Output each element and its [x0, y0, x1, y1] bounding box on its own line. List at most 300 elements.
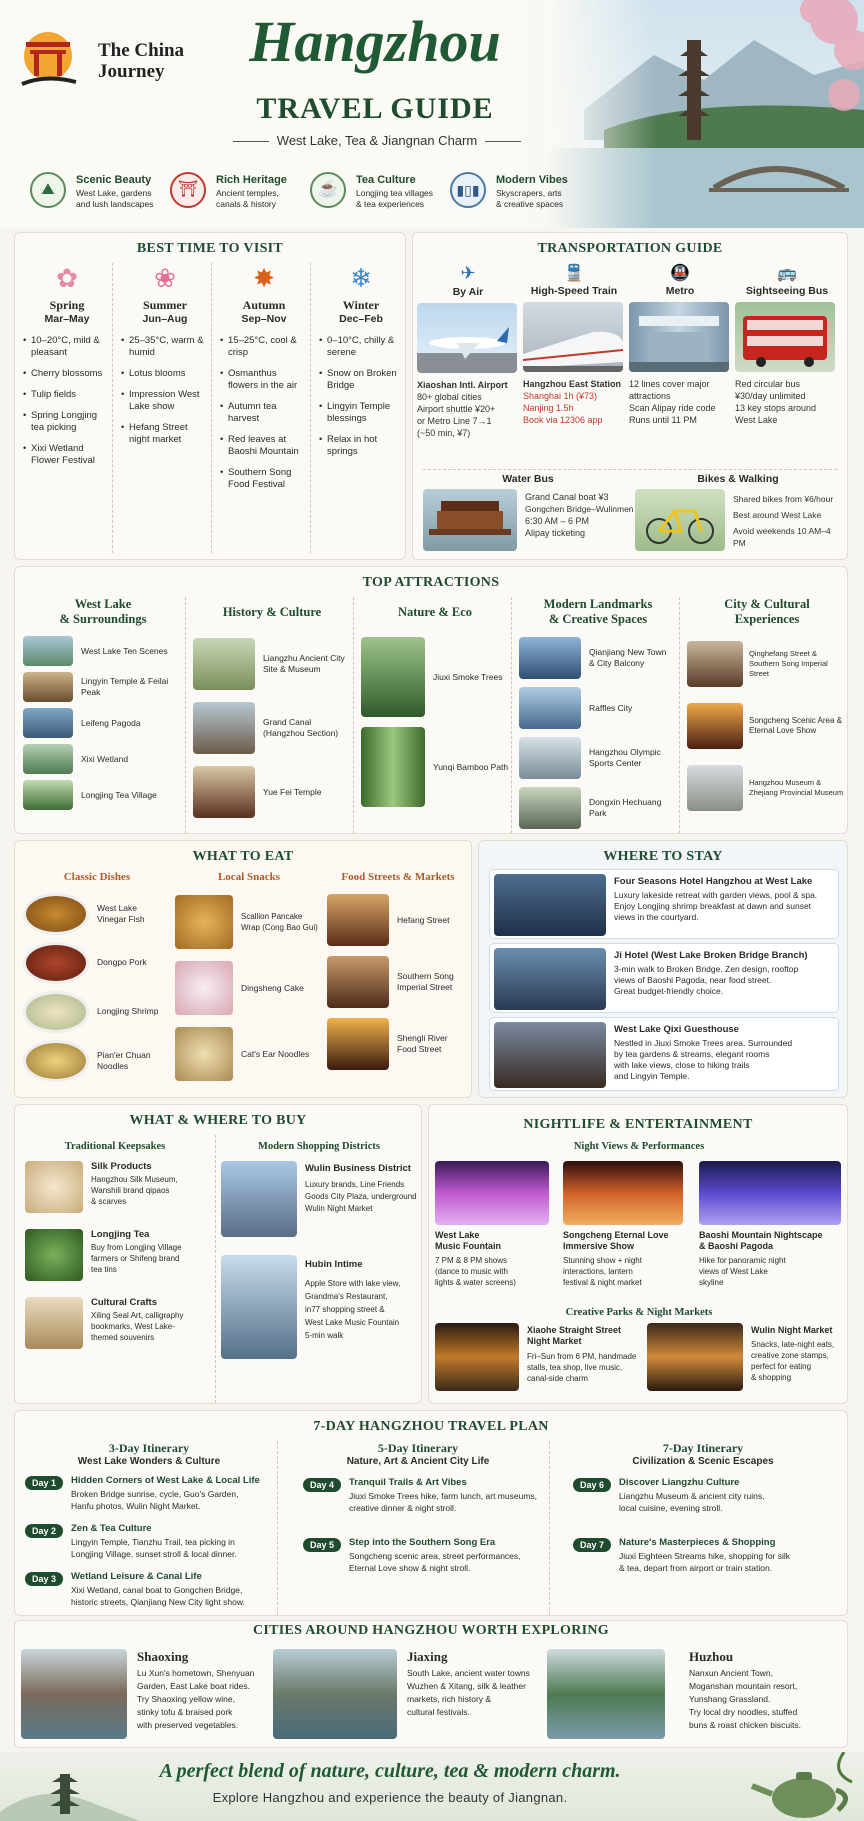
street-name: Southern Song Imperial Street: [397, 971, 454, 992]
city-desc: Try Shaoxing yellow wine,: [137, 1694, 235, 1704]
market-desc: & shopping: [751, 1373, 792, 1382]
metro-icon: 🚇: [670, 265, 690, 282]
shop-item[interactable]: [221, 1255, 417, 1361]
city-desc: Yunshang Grassland.: [689, 1694, 771, 1704]
day-desc: Eternal Love show & night stroll.: [349, 1563, 471, 1573]
season-item: • Cherry blossoms: [23, 368, 111, 380]
season-item: • Autumn tea harvest: [220, 401, 308, 425]
buy-panel: [14, 1104, 422, 1404]
season-item: • Red leaves at Baoshi Mountain: [220, 434, 308, 458]
feature-title: Rich Heritage: [216, 174, 287, 186]
dish-item[interactable]: [23, 889, 171, 938]
city-desc: South Lake, ancient water towns: [407, 1668, 530, 1678]
footer: [0, 1752, 864, 1821]
lotus-icon: ❀: [154, 263, 176, 293]
mode-name: Water Bus: [502, 473, 554, 485]
season-item: • Hefang Street night market: [121, 422, 209, 446]
hotel-desc: with lake views, close to hiking trails: [614, 1060, 750, 1070]
day-title: Hidden Corners of West Lake & Local Life: [71, 1475, 260, 1486]
attraction-item[interactable]: [23, 705, 183, 741]
subsection-title: Creative Parks & Night Markets: [565, 1307, 713, 1318]
show-desc: views of West Lake: [699, 1267, 768, 1276]
city-card[interactable]: [547, 1649, 843, 1743]
eat-col-streets: [327, 871, 469, 1075]
attraction-item[interactable]: [23, 741, 183, 777]
market-desc: stalls, tea shop, live music,: [527, 1363, 623, 1372]
transport-water-bus: [423, 473, 634, 538]
city-desc: buns & roast chicken biscuits.: [689, 1720, 801, 1730]
page-subtitle: TRAVEL GUIDE: [256, 92, 494, 125]
market-item[interactable]: [647, 1323, 845, 1395]
attraction-item[interactable]: [193, 632, 351, 696]
city-desc: cultural festivals.: [407, 1707, 470, 1717]
feature-desc: and lush landscapes: [76, 199, 154, 209]
section-title: TRANSPORTATION GUIDE: [537, 241, 723, 256]
attraction-item[interactable]: [193, 760, 351, 824]
eat-col-snacks: [175, 871, 323, 1087]
season-name: Winter: [342, 298, 380, 312]
attraction-item[interactable]: [361, 632, 509, 722]
market-desc: perfect for eating: [751, 1362, 812, 1371]
column-title: Nature & Eco: [397, 605, 473, 619]
mode-line: ¥30/day unlimited: [735, 391, 806, 401]
attraction-col-westlake: [23, 597, 183, 813]
season-item: • 15–25°C, cool & crisp: [220, 335, 308, 359]
hotel-desc: Nestled in Jiuxi Smoke Trees area. Surrounded: [614, 1038, 793, 1048]
feature-desc: West Lake, gardens: [76, 188, 152, 198]
keepsake-item[interactable]: [25, 1161, 211, 1223]
season-item: • 10–20°C, mild & pleasant: [23, 335, 111, 359]
show-desc: Stunning show + night: [563, 1256, 642, 1265]
day-badge: Day 4: [303, 1478, 341, 1492]
feature-desc: Ancient temples,: [216, 188, 279, 198]
mountain-icon: ⛰: [30, 172, 66, 208]
section-title: 7-DAY HANGZHOU TRAVEL PLAN: [313, 1419, 549, 1434]
mode-line: Shanghai 1h (¥73): [523, 391, 598, 401]
dish-name: Dingsheng Cake: [241, 982, 304, 993]
mode-line: Scan Alipay ride code: [629, 403, 716, 413]
market-desc: creative zone stamps,: [751, 1351, 829, 1360]
season-item: • Lingyin Temple blessings: [319, 401, 403, 425]
keepsake-desc: Hangzhou Silk Museum,: [91, 1175, 178, 1184]
keepsake-desc: themed souvenirs: [91, 1333, 155, 1342]
season-item: • Impression West Lake show: [121, 389, 209, 413]
attraction-item[interactable]: [519, 733, 677, 783]
mode-line: (~50 min, ¥7): [417, 428, 471, 438]
train-photo: [523, 302, 623, 372]
teapot-illustration: [734, 1752, 864, 1821]
dish-item[interactable]: [175, 889, 323, 955]
snowflake-icon: ❄: [350, 263, 372, 293]
day-desc: Xixi Wetland, canal boat to Gongchen Bridge,: [71, 1585, 243, 1595]
cherry-blossom-icon: ✿: [56, 263, 78, 293]
dish-name: Cat's Ear Noodles: [241, 1048, 310, 1059]
city-card[interactable]: [21, 1649, 283, 1743]
shop-desc: West Lake Music Fountain: [305, 1318, 400, 1327]
show-name: Immersive Show: [563, 1241, 635, 1251]
mode-line: 12 lines cover major: [629, 379, 710, 389]
mode-line: Shared bikes from ¥6/hour: [733, 494, 834, 504]
market-desc: Fri–Sun from 6 PM, handmade: [527, 1352, 637, 1361]
day-badge: Day 7: [573, 1538, 611, 1552]
show-desc: lights & water screens): [435, 1278, 516, 1287]
itinerary-title: 3-Day Itinerary: [108, 1441, 190, 1455]
day-title: Zen & Tea Culture: [71, 1523, 152, 1534]
city-desc: markets, rich history &: [407, 1694, 492, 1704]
transport-mode-train: [523, 263, 625, 426]
column-title: History & Culture: [222, 605, 322, 619]
attraction-name: Liangzhu Ancient City Site & Museum: [263, 653, 345, 674]
hotel-desc: views in the courtyard.: [614, 912, 699, 922]
dish-name: Dongpo Pork: [97, 957, 147, 967]
season-item: • Lotus blooms: [121, 368, 209, 380]
section-title: CITIES AROUND HANGZHOU WORTH EXPLORING: [252, 1623, 610, 1638]
nightlife-panel: [428, 1104, 848, 1404]
shop-desc: Grandma's Restaurant,: [305, 1292, 388, 1301]
tea-cup-icon: ☕: [310, 172, 346, 208]
hotel-desc: Great budget-friendly choice.: [614, 986, 724, 996]
dish-item[interactable]: [175, 955, 323, 1021]
season-item: • Spring Longjing tea picking: [23, 410, 111, 434]
eat-col-classic: [23, 871, 171, 1085]
mode-line: Runs until 11 PM: [629, 415, 697, 425]
attraction-col-city: [687, 597, 847, 819]
hotel-card[interactable]: [489, 869, 839, 939]
bike-photo: [635, 489, 725, 551]
airplane-photo: [417, 303, 517, 373]
day-entry: [25, 1571, 273, 1619]
attraction-name: Qianjiang New Town & City Balcony: [589, 647, 667, 668]
attraction-name: Hangzhou Museum & Zhejiang Provincial Museum: [749, 778, 844, 797]
season-item: • Relax in hot springs: [319, 434, 403, 458]
feature-title: Scenic Beauty: [76, 174, 152, 186]
shop-desc: Apple Store with lake view,: [305, 1279, 401, 1288]
feature-title: Tea Culture: [356, 174, 416, 186]
dish-item[interactable]: [327, 889, 469, 951]
bus-photo: [735, 302, 835, 372]
plane-icon: ✈: [460, 263, 476, 283]
mode-line: attractions: [629, 391, 671, 401]
day-title: Wetland Leisure & Canal Life: [71, 1571, 202, 1582]
mode-line: Hangzhou East Station: [523, 379, 622, 389]
eat-panel: [14, 840, 472, 1098]
footer-slogan: A perfect blend of nature, culture, tea & modern charm.: [159, 1760, 621, 1782]
city-name: Jiaxing: [407, 1649, 448, 1664]
mode-name: By Air: [452, 286, 484, 298]
day-entry: [25, 1523, 273, 1571]
shop-desc: Wulin Night Market: [305, 1204, 373, 1213]
column-title: Food Streets & Markets: [341, 871, 455, 883]
mode-line: Airport shuttle ¥20+: [417, 404, 496, 414]
attraction-item[interactable]: [23, 777, 183, 813]
attraction-item[interactable]: [193, 696, 351, 760]
plan-panel: [14, 1410, 848, 1616]
market-name: Wulin Night Market: [751, 1325, 833, 1335]
attraction-name: Songcheng Scenic Area & Eternal Love Show: [749, 716, 842, 735]
dish-item[interactable]: [175, 1021, 323, 1087]
city-desc: Try local dry noodles, stuffed: [689, 1707, 798, 1717]
day-entry: [25, 1475, 273, 1523]
day-desc: Longjing Village, sunset stroll & local dinner.: [71, 1549, 237, 1559]
shop-desc: Goods City Plaza, underground: [305, 1192, 417, 1201]
hotel-desc: and Lingyin Temple.: [614, 1071, 690, 1081]
dish-item[interactable]: [327, 1013, 469, 1075]
city-desc: Nanxun Ancient Town,: [689, 1668, 773, 1678]
dish-item[interactable]: [327, 951, 469, 1013]
shop-name: Wulin Business District: [305, 1163, 411, 1174]
show-desc: skyline: [699, 1278, 724, 1287]
keepsake-item[interactable]: [25, 1297, 211, 1359]
attraction-item[interactable]: [519, 683, 677, 733]
show-desc: interactions, lantern: [563, 1267, 633, 1276]
mode-line: Alipay ticketing: [525, 528, 586, 538]
stay-panel: [478, 840, 848, 1098]
mode-line: Gongchen Bridge–Wulinmen: [525, 504, 634, 514]
show-item[interactable]: [699, 1161, 845, 1288]
season-spring: [23, 263, 111, 476]
show-name: West Lake: [435, 1230, 480, 1240]
city-desc: stinky tofu & braised pork: [137, 1707, 233, 1717]
itinerary-title: 5-Day Itinerary: [377, 1441, 459, 1455]
day-desc: & tea, depart from airport or train station.: [619, 1563, 773, 1573]
section-title: NIGHTLIFE & ENTERTAINMENT: [523, 1117, 753, 1132]
temple-icon: ⛩: [170, 172, 206, 208]
day-desc: local cuisine, evening stroll.: [619, 1503, 723, 1513]
day-entry: [291, 1477, 545, 1537]
feature-title: Modern Vibes: [496, 174, 568, 186]
footer-subline: Explore Hangzhou and experience the beauty of Jiangnan.: [212, 1790, 568, 1805]
train-icon: 🚆: [564, 265, 584, 282]
maple-leaf-icon: ✸: [253, 263, 275, 293]
day-entry: [291, 1537, 545, 1597]
market-name: Xiaohe Straight Street: [527, 1325, 622, 1335]
day-desc: Liangzhu Museum & ancient city ruins,: [619, 1491, 765, 1501]
brand-line-2: Journey: [98, 61, 165, 82]
day-title: Step into the Southern Song Era: [349, 1537, 496, 1548]
keepsake-name: Longjing Tea: [91, 1229, 150, 1240]
show-desc: festival & night market: [563, 1278, 642, 1287]
column-title: Local Snacks: [217, 871, 281, 883]
feature-desc: & tea experiences: [356, 199, 425, 209]
column-title: & Creative Spaces: [548, 612, 648, 626]
keepsake-desc: Wanshili brand qipaos: [91, 1186, 170, 1195]
mode-line: Book via 12306 app: [523, 415, 603, 425]
transport-mode-air: [417, 263, 519, 439]
section-title: TOP ATTRACTIONS: [362, 575, 500, 590]
dish-item[interactable]: [23, 987, 171, 1036]
hotel-photo: [494, 948, 606, 1010]
day-title: Tranquil Trails & Art Vibes: [349, 1477, 467, 1488]
attraction-name: Dongxin Hechuang Park: [589, 797, 662, 818]
market-desc: canal-side charm: [527, 1374, 588, 1383]
day-desc: Broken Bridge sunrise, cycle, Guo's Garden,: [71, 1489, 239, 1499]
attraction-name: Yue Fei Temple: [263, 786, 322, 797]
city-card[interactable]: [273, 1649, 549, 1743]
tagline: West Lake, Tea & Jiangnan Charm: [218, 133, 536, 148]
itinerary-col-7day: [563, 1441, 843, 1597]
hotel-card[interactable]: [489, 943, 839, 1013]
day-desc: historic streets, Qianjiang New City light show.: [71, 1597, 245, 1607]
show-item[interactable]: [435, 1161, 569, 1288]
transport-mode-metro: [629, 263, 731, 426]
hotel-desc: views of Baoshi Pagoda, near food street.: [614, 975, 772, 985]
attractions-panel: [14, 566, 848, 834]
itinerary-col-5day: [291, 1441, 545, 1597]
mode-line: Avoid weekends 10 AM–4 PM: [733, 526, 831, 548]
keepsake-item[interactable]: [25, 1229, 211, 1291]
mode-line: West Lake: [735, 415, 778, 425]
shop-item[interactable]: [221, 1161, 417, 1245]
shop-desc: Luxury brands, Line Friends: [305, 1180, 405, 1189]
hotel-card[interactable]: [489, 1017, 839, 1091]
metro-photo: [629, 302, 729, 372]
mode-line: Best around West Lake: [733, 510, 822, 520]
hotel-name: Ji Hotel (West Lake Broken Bridge Branch): [614, 950, 808, 961]
attraction-item[interactable]: [23, 669, 183, 705]
brand-logo[interactable]: [16, 26, 196, 96]
feature-desc: Skyscrapers, arts: [496, 188, 562, 198]
market-name: Night Market: [527, 1336, 582, 1346]
attraction-name: Jiuxi Smoke Trees: [433, 671, 503, 682]
show-name: Baoshi Mountain Nightscape: [699, 1230, 823, 1240]
keepsake-desc: bookmarks, West Lake-: [91, 1322, 175, 1331]
mode-line: Nanjing 1.5h: [523, 403, 574, 413]
keepsake-name: Silk Products: [91, 1161, 152, 1172]
show-name: Songcheng Eternal Love: [563, 1230, 669, 1240]
column-title: Experiences: [734, 612, 800, 626]
city-name: Huzhou: [689, 1649, 734, 1664]
column-title: City & Cultural: [724, 597, 810, 611]
dish-name: Scallion Pancake Wrap (Cong Bao Gui): [241, 912, 318, 932]
dish-item[interactable]: [23, 1036, 171, 1085]
dish-item[interactable]: [23, 938, 171, 987]
season-summer: [121, 263, 209, 455]
day-desc: Hanfu photos, Wulin Night Market.: [71, 1501, 201, 1511]
itinerary-sub: Nature, Art & Ancient City Life: [346, 1456, 490, 1467]
attraction-col-modern: [519, 597, 677, 833]
season-item: • Xixi Wetland Flower Festival: [23, 443, 111, 467]
attraction-item[interactable]: [687, 633, 847, 695]
day-badge: Day 5: [303, 1538, 341, 1552]
day-desc: Lingyin Temple, Tianzhu Trail, tea picking in: [71, 1537, 235, 1547]
attraction-col-nature: [361, 597, 509, 812]
transport-mode-bus: [735, 263, 839, 426]
attraction-item[interactable]: [519, 633, 677, 683]
itinerary-col-3day: [25, 1441, 273, 1619]
mode-line: 6:30 AM – 6 PM: [525, 516, 590, 526]
day-badge: Day 6: [573, 1478, 611, 1492]
show-item[interactable]: [563, 1161, 701, 1288]
attraction-item[interactable]: [23, 633, 183, 669]
hotel-photo: [494, 874, 606, 936]
bus-icon: 🚌: [777, 265, 797, 282]
attraction-item[interactable]: [687, 695, 847, 757]
keepsake-name: Cultural Crafts: [91, 1297, 157, 1308]
day-title: Discover Liangzhu Culture: [619, 1477, 740, 1488]
show-name: & Baoshi Pagoda: [699, 1241, 774, 1251]
section-title: WHAT TO EAT: [192, 849, 294, 864]
day-desc: creative dinner & night stroll.: [349, 1503, 457, 1513]
attraction-item[interactable]: [687, 757, 847, 819]
gate-logo-icon: [16, 26, 82, 92]
hotel-desc: Enjoy Longjing shrimp breakfast at dawn and sunset: [614, 901, 812, 911]
season-item: • Tulip fields: [23, 389, 111, 401]
shop-desc: 5-min walk: [305, 1331, 344, 1340]
skyline-icon: ▮▯▮: [450, 172, 486, 208]
dish-name: Pian'er Chuan Noodles: [97, 1049, 151, 1071]
column-title: West Lake: [74, 597, 132, 611]
hotel-name: West Lake Qixi Guesthouse: [614, 1024, 739, 1035]
hero-image: [544, 0, 864, 228]
city-desc: Garden, East Lake boat rides.: [137, 1681, 250, 1691]
city-desc: Moganshan mountain resort,: [689, 1681, 798, 1691]
dish-name: Longjing Shrimp: [97, 1006, 159, 1016]
season-item: • Southern Song Food Festival: [220, 467, 308, 491]
transport-bikes: [635, 473, 841, 548]
market-item[interactable]: [435, 1323, 645, 1395]
attraction-name: Yunqi Bamboo Path: [433, 761, 509, 772]
mode-name: Bikes & Walking: [697, 473, 779, 485]
column-title: Traditional Keepsakes: [64, 1141, 166, 1152]
keepsake-desc: tea tins: [91, 1265, 117, 1274]
season-item: • 0–10°C, chilly & serene: [319, 335, 403, 359]
street-name: Shengli River Food Street: [397, 1033, 448, 1054]
itinerary-sub: Civilization & Scenic Escapes: [632, 1456, 774, 1467]
brand-line-1: The China: [98, 40, 185, 61]
mode-name: Metro: [665, 285, 695, 297]
itinerary-sub: West Lake Wonders & Culture: [77, 1456, 221, 1467]
column-title: Modern Landmarks: [543, 597, 653, 611]
attraction-name: Xixi Wetland: [81, 753, 129, 764]
show-name: Music Fountain: [435, 1241, 501, 1251]
season-name: Autumn: [242, 298, 286, 312]
shop-name: Hubin Intime: [305, 1259, 363, 1270]
mode-name: Sightseeing Bus: [745, 285, 829, 297]
day-desc: Songcheng scenic area, street performances,: [349, 1551, 521, 1561]
season-item: • Osmanthus flowers in the air: [220, 368, 308, 392]
feature-desc: canals & history: [216, 199, 276, 209]
attraction-col-history: [193, 597, 351, 824]
city-desc: Wuzhen & Xitang, silk & leather: [407, 1681, 526, 1691]
hotel-photo: [494, 1022, 606, 1088]
attraction-name: Hangzhou Olympic Sports Center: [589, 747, 661, 768]
feature-row: [30, 170, 590, 214]
attraction-name: Qinghefang Street & Southern Song Imperial Street: [749, 649, 828, 678]
street-name: Hefang Street: [397, 914, 450, 925]
transport-panel: [412, 232, 848, 560]
section-title: WHAT & WHERE TO BUY: [129, 1113, 307, 1128]
mode-name: High-Speed Train: [530, 285, 618, 297]
season-months: Mar–May: [44, 313, 90, 325]
hotel-desc: 3-min walk to Broken Bridge. Zen design, rooftop: [614, 964, 799, 974]
show-desc: Hike for panoramic night: [699, 1256, 786, 1265]
attraction-item[interactable]: [519, 783, 677, 833]
market-desc: Snacks, late-night eats,: [751, 1340, 835, 1349]
section-title: BEST TIME TO VISIT: [136, 241, 284, 256]
itinerary-title: 7-Day Itinerary: [662, 1441, 744, 1455]
hotel-desc: Luxury lakeside retreat with garden views, pool & spa.: [614, 890, 818, 900]
keepsake-desc: Xiling Seal Art, calligraphy: [91, 1311, 184, 1320]
dish-name: West Lake Vinegar Fish: [97, 902, 145, 924]
day-badge: Day 2: [25, 1524, 63, 1538]
season-name: Spring: [49, 298, 85, 312]
show-desc: 7 PM & 8 PM shows: [435, 1256, 508, 1265]
attraction-name: West Lake Ten Scenes: [81, 645, 168, 656]
mode-line: 80+ global cities: [417, 392, 482, 402]
attraction-item[interactable]: [361, 722, 509, 812]
day-entry: [563, 1477, 843, 1537]
day-badge: Day 1: [25, 1476, 63, 1490]
